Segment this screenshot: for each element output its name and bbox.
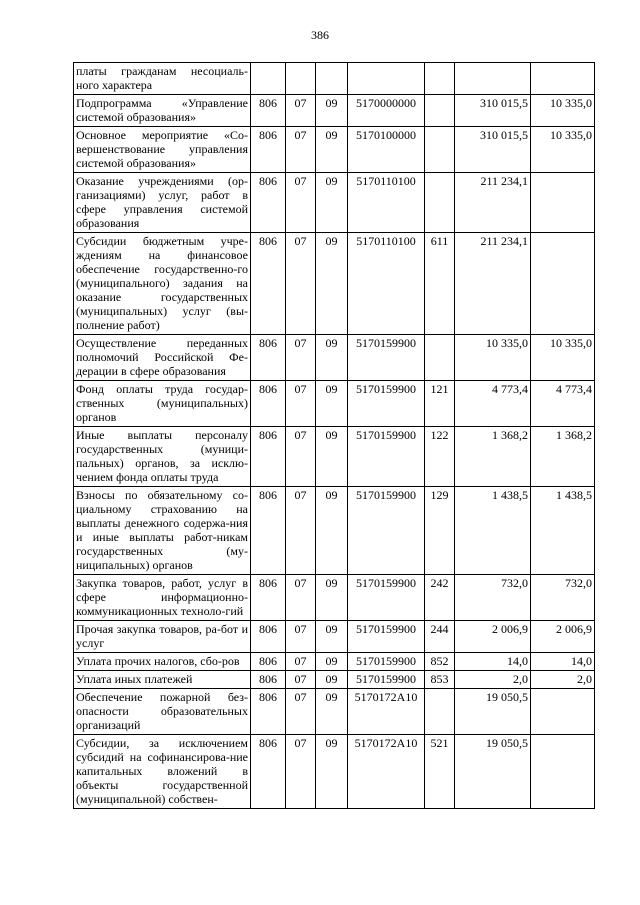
row-amount-1-cell: 2 006,9 [455,621,531,653]
row-amount-2-cell [531,233,595,335]
row-name-cell: Субсидии бюджетным учре-ждениям на финансовое обеспечение государственно-го (муниципального) задания на оказание государственных (муниципальных) услуг (вы-полнение работ) [74,233,251,335]
row-amount-1-cell: 10 335,0 [455,335,531,381]
row-section-cell [286,63,316,95]
row-subsection-cell: 09 [316,95,348,127]
row-section-cell: 07 [286,233,316,335]
row-section-cell: 07 [286,671,316,689]
row-amount-1-cell: 4 773,4 [455,381,531,427]
row-target-article-cell: 5170159900 [348,653,425,671]
row-expense-type-cell: 122 [425,427,455,487]
row-target-article-cell: 5170159900 [348,335,425,381]
table-row [74,575,595,621]
row-name-cell: Оказание учреждениями (ор-ганизациями) услуг, работ в сфере управления системой образования [74,173,251,233]
row-expense-type-cell: 852 [425,653,455,671]
row-amount-2-cell [531,63,595,95]
row-amount-2-cell [531,689,595,735]
row-subsection-cell: 09 [316,653,348,671]
page-number: 386 [311,28,329,42]
row-amount-2-cell: 732,0 [531,575,595,621]
row-section-cell: 07 [286,95,316,127]
row-amount-2-cell: 4 773,4 [531,381,595,427]
row-ved-cell: 806 [251,653,286,671]
row-target-article-cell: 5170159900 [348,575,425,621]
table-row [74,95,595,127]
row-amount-1-cell: 310 015,5 [455,95,531,127]
row-amount-1-cell: 1 368,2 [455,427,531,487]
table-row [74,233,595,335]
row-amount-2-cell: 1 368,2 [531,427,595,487]
row-amount-2-cell: 1 438,5 [531,487,595,575]
row-ved-cell: 806 [251,335,286,381]
row-name-cell: Субсидии, за исключением субсидий на софинансирова-ние капитальных вложений в объекты государственной (муниципальной) собствен- [74,735,251,809]
row-section-cell: 07 [286,381,316,427]
row-ved-cell: 806 [251,95,286,127]
row-subsection-cell: 09 [316,381,348,427]
row-subsection-cell: 09 [316,671,348,689]
row-target-article-cell: 5170159900 [348,671,425,689]
row-ved-cell: 806 [251,233,286,335]
row-expense-type-cell: 244 [425,621,455,653]
row-target-article-cell: 5170110100 [348,173,425,233]
table-row [74,689,595,735]
row-amount-2-cell: 10 335,0 [531,95,595,127]
row-ved-cell: 806 [251,735,286,809]
row-expense-type-cell: 521 [425,735,455,809]
table-row [74,173,595,233]
row-ved-cell: 806 [251,575,286,621]
row-section-cell: 07 [286,127,316,173]
row-ved-cell [251,63,286,95]
row-target-article-cell: 5170172A10 [348,735,425,809]
row-section-cell: 07 [286,689,316,735]
row-name-cell: Уплата прочих налогов, сбо-ров [74,653,251,671]
row-amount-1-cell [455,63,531,95]
row-expense-type-cell [425,127,455,173]
row-subsection-cell: 09 [316,735,348,809]
row-subsection-cell [316,63,348,95]
row-amount-1-cell: 1 438,5 [455,487,531,575]
row-ved-cell: 806 [251,427,286,487]
row-target-article-cell: 5170159900 [348,487,425,575]
budget-table [73,62,595,809]
row-subsection-cell: 09 [316,427,348,487]
row-amount-1-cell: 14,0 [455,653,531,671]
row-ved-cell: 806 [251,689,286,735]
row-target-article-cell: 5170159900 [348,427,425,487]
row-target-article-cell: 5170159900 [348,381,425,427]
row-amount-2-cell: 10 335,0 [531,335,595,381]
budget-table-body [74,63,595,809]
table-row [74,671,595,689]
row-name-cell: Закупка товаров, работ, услуг в сфере информационно-коммуникационных техноло-гий [74,575,251,621]
row-subsection-cell: 09 [316,127,348,173]
row-section-cell: 07 [286,427,316,487]
table-row [74,735,595,809]
row-amount-1-cell: 19 050,5 [455,735,531,809]
table-row [74,127,595,173]
row-name-cell: Фонд оплаты труда государ-ственных (муниципальных) органов [74,381,251,427]
row-ved-cell: 806 [251,173,286,233]
row-section-cell: 07 [286,653,316,671]
row-section-cell: 07 [286,173,316,233]
row-expense-type-cell: 853 [425,671,455,689]
row-amount-2-cell [531,735,595,809]
row-ved-cell: 806 [251,671,286,689]
row-section-cell: 07 [286,735,316,809]
row-name-cell: Подпрограмма «Управление системой образования» [74,95,251,127]
row-amount-1-cell: 732,0 [455,575,531,621]
row-name-cell: Взносы по обязательному со-циальному страхованию на выплаты денежного содержа-ния и иные выплаты работ-никам государственных (му-ниципальных) органов [74,487,251,575]
row-subsection-cell: 09 [316,335,348,381]
row-amount-2-cell: 2,0 [531,671,595,689]
row-subsection-cell: 09 [316,487,348,575]
row-name-cell: платы гражданам несоциаль-ного характера [74,63,251,95]
table-row [74,63,595,95]
table-row [74,381,595,427]
table-row [74,335,595,381]
row-amount-2-cell: 14,0 [531,653,595,671]
row-ved-cell: 806 [251,381,286,427]
table-row [74,427,595,487]
row-expense-type-cell [425,95,455,127]
row-amount-1-cell: 211 234,1 [455,233,531,335]
table-row [74,653,595,671]
row-expense-type-cell: 121 [425,381,455,427]
row-section-cell: 07 [286,487,316,575]
row-expense-type-cell: 611 [425,233,455,335]
table-row [74,487,595,575]
row-name-cell: Осуществление переданных полномочий Российской Фе-дерации в сфере образования [74,335,251,381]
row-section-cell: 07 [286,575,316,621]
row-section-cell: 07 [286,335,316,381]
row-target-article-cell: 5170110100 [348,233,425,335]
row-amount-1-cell: 2,0 [455,671,531,689]
row-section-cell: 07 [286,621,316,653]
row-expense-type-cell [425,689,455,735]
row-ved-cell: 806 [251,621,286,653]
row-name-cell: Основное мероприятие «Со-вершенствование управления системой образования» [74,127,251,173]
row-expense-type-cell: 242 [425,575,455,621]
row-subsection-cell: 09 [316,173,348,233]
row-subsection-cell: 09 [316,689,348,735]
row-name-cell: Обеспечение пожарной без-опасности образовательных организаций [74,689,251,735]
row-target-article-cell [348,63,425,95]
row-ved-cell: 806 [251,127,286,173]
row-name-cell: Прочая закупка товаров, ра-бот и услуг [74,621,251,653]
table-row [74,621,595,653]
row-expense-type-cell: 129 [425,487,455,575]
row-subsection-cell: 09 [316,233,348,335]
row-expense-type-cell [425,335,455,381]
row-ved-cell: 806 [251,487,286,575]
row-name-cell: Иные выплаты персоналу государственных (муници-пальных) органов, за исклю-чением фонда оплаты труда [74,427,251,487]
row-subsection-cell: 09 [316,621,348,653]
row-expense-type-cell [425,173,455,233]
row-amount-2-cell: 10 335,0 [531,127,595,173]
row-target-article-cell: 5170000000 [348,95,425,127]
row-amount-1-cell: 310 015,5 [455,127,531,173]
row-expense-type-cell [425,63,455,95]
row-target-article-cell: 5170172A10 [348,689,425,735]
row-amount-1-cell: 19 050,5 [455,689,531,735]
row-amount-2-cell [531,173,595,233]
row-name-cell: Уплата иных платежей [74,671,251,689]
row-amount-1-cell: 211 234,1 [455,173,531,233]
row-target-article-cell: 5170159900 [348,621,425,653]
row-amount-2-cell: 2 006,9 [531,621,595,653]
row-target-article-cell: 5170100000 [348,127,425,173]
row-subsection-cell: 09 [316,575,348,621]
